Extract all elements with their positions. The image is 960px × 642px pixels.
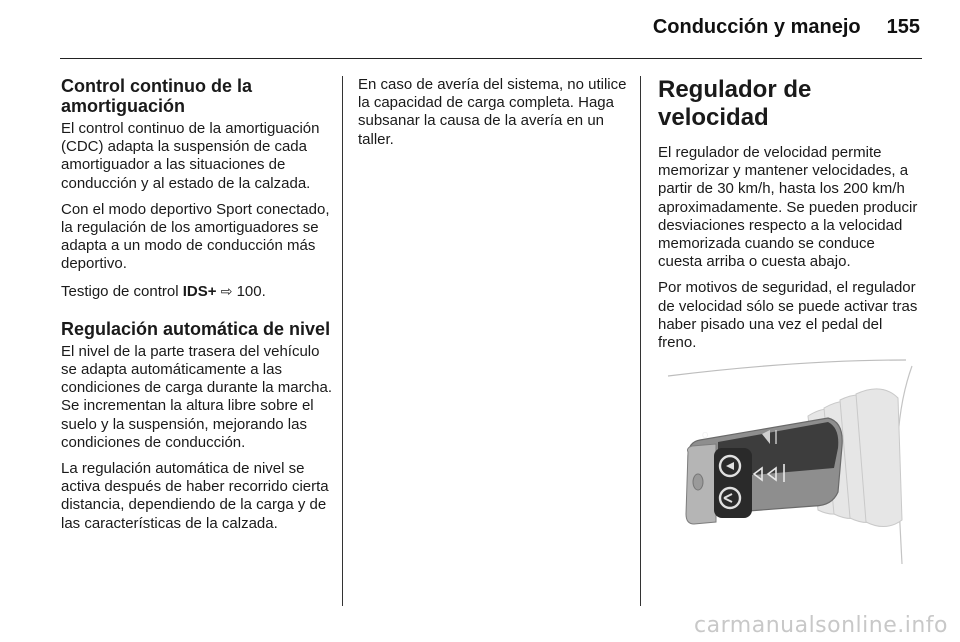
- column-divider-2: [640, 76, 641, 606]
- cruise-control-lever-illustration: [658, 356, 922, 564]
- text: Testigo de control: [61, 282, 183, 300]
- paragraph: La regulación automática de nivel se activa después de haber recorrido cierta distancia, dependiendo de la carga y de las características de la calzada.: [61, 460, 329, 532]
- page-reference-arrow-icon: ⇨: [220, 282, 233, 299]
- page-header: [653, 16, 920, 39]
- column-3: [658, 76, 922, 360]
- section-title-cruise: Regulador de velocidad: [658, 76, 812, 131]
- page-number: 155: [886, 16, 920, 38]
- paragraph: El regulador de velocidad permite memorizar y mantener velocidades, a partir de 30 km/h, hasta los 200 km/h aproximadamente. Se pueden producir desviaciones respecto a la velocidad memorizada cuando se conduce cuesta arriba o cuesta abajo.: [658, 144, 918, 271]
- paragraph: Por motivos de seguridad, el regulador de velocidad sólo se puede activar tras haber pisado una vez el pedal del freno.: [658, 279, 918, 352]
- column-2: [358, 76, 628, 157]
- watermark: carmanualsonline.info: [694, 613, 948, 638]
- paragraph-control-light: [61, 282, 333, 301]
- section-title-cdc: Control continuo de la amortiguación: [61, 76, 252, 116]
- lever-drawing: [658, 356, 922, 564]
- header-title: Conducción y manejo: [652, 16, 861, 38]
- ids-label: IDS+: [182, 282, 217, 300]
- paragraph: El nivel de la parte trasera del vehículo se adapta automáticamente a las condiciones de carga durante la marcha. Se incrementan la altura libre sobre el suelo y la suspensión, mejorando las condiciones de conducción.: [61, 342, 332, 451]
- section-title-level: Regulación automática de nivel: [61, 318, 331, 339]
- svg-text:O: O: [702, 431, 709, 440]
- paragraph: El control continuo de la amortiguación (CDC) adapta la suspensión de cada amortiguador a las situaciones de conducción y al estado de la calzada.: [61, 120, 320, 192]
- paragraph: Con el modo deportivo Sport conectado, la regulación de los amortiguadores se adapta a un modo de conducción más deportivo.: [61, 200, 330, 273]
- header-rule: [60, 58, 922, 59]
- column-1: [61, 76, 333, 541]
- column-divider-1: [342, 76, 343, 606]
- paragraph: En caso de avería del sistema, no utilice la capacidad de carga completa. Haga subsanar la causa de la avería en un taller.: [358, 76, 627, 148]
- page-reference[interactable]: 100.: [232, 282, 266, 300]
